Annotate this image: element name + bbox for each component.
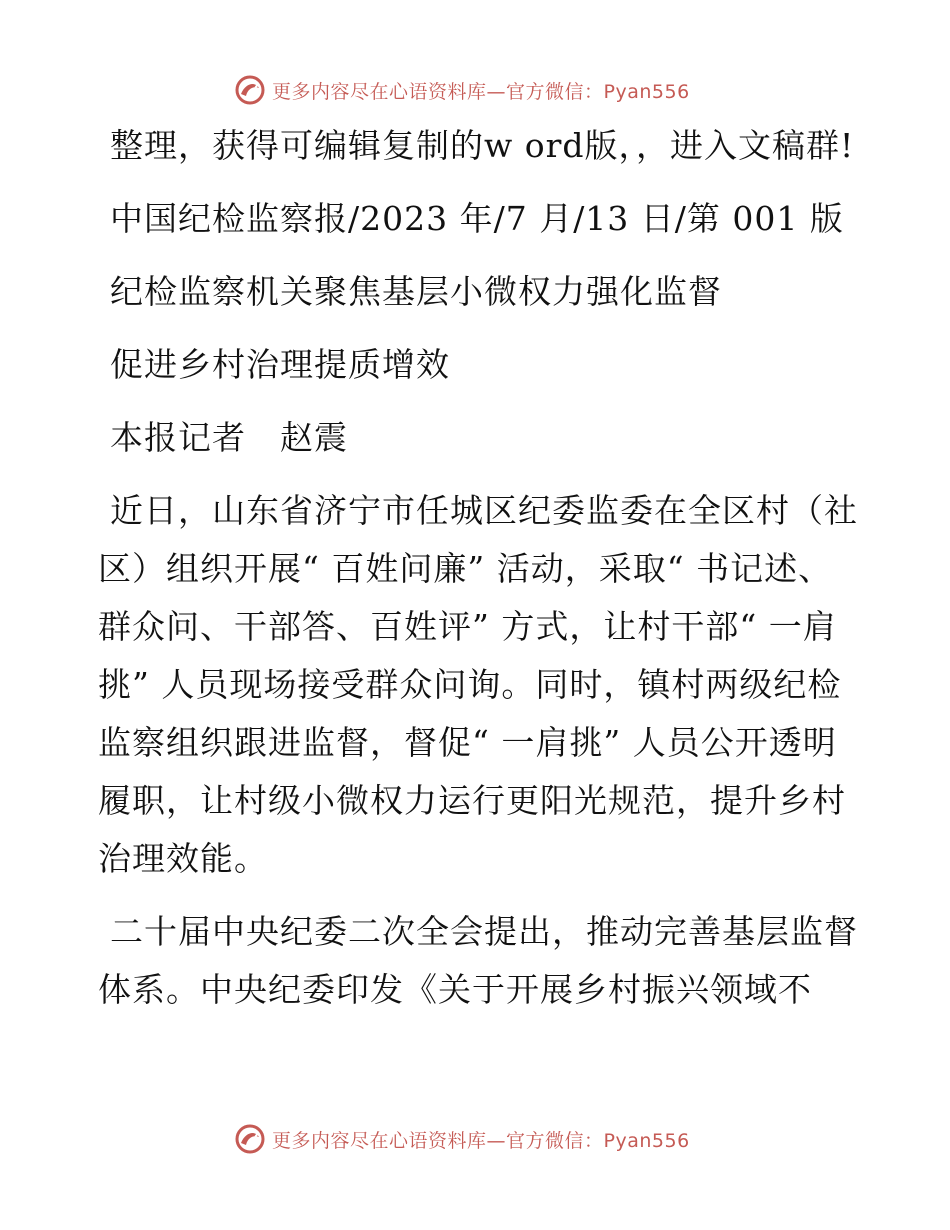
- paragraph-headline: 纪检监察机关聚焦基层小微权力强化监督: [110, 272, 722, 311]
- footer-watermark-text: 更多内容尽在心语资料库—官方微信：Pyan556: [272, 1129, 690, 1152]
- footer-watermark-banner: [234, 1121, 690, 1157]
- header-watermark-text: 更多内容尽在心语资料库—官方微信：Pyan556: [272, 80, 690, 103]
- paragraph-intro-note: 整理，获得可编辑复制的w ord版，，进入文稿群!: [110, 126, 855, 165]
- document-body: [98, 117, 858, 1019]
- red-swirl-logo-icon: [234, 1123, 266, 1155]
- paragraph-byline: 本报记者 赵震: [110, 418, 348, 457]
- paragraph-body-2: 二十届中央纪委二次全会提出，推动完善基层监督体系。中央纪委印发《关于开展乡村振兴领域不: [98, 912, 858, 1009]
- paragraph-source-line: 中国纪检监察报/2023 年/7 月/13 日/第 001 版: [110, 199, 844, 238]
- paragraph-body-1: 近日，山东省济宁市任城区纪委监委在全区村（社区）组织开展“ 百姓问廉” 活动，采取“ 书记述、群众问、干部答、百姓评” 方式，让村干部“ 一肩挑” 人员现场接受群众问询。同时，镇村两级纪检监察组织跟进监督，督促“ 一肩挑” 人员公开透明履职，让村级小微权力运行更阳光规范，提升乡村治理效能。: [98, 491, 858, 878]
- red-swirl-logo-icon: [234, 74, 266, 106]
- paragraph-subheadline: 促进乡村治理提质增效: [110, 345, 450, 384]
- header-watermark-banner: [234, 72, 690, 108]
